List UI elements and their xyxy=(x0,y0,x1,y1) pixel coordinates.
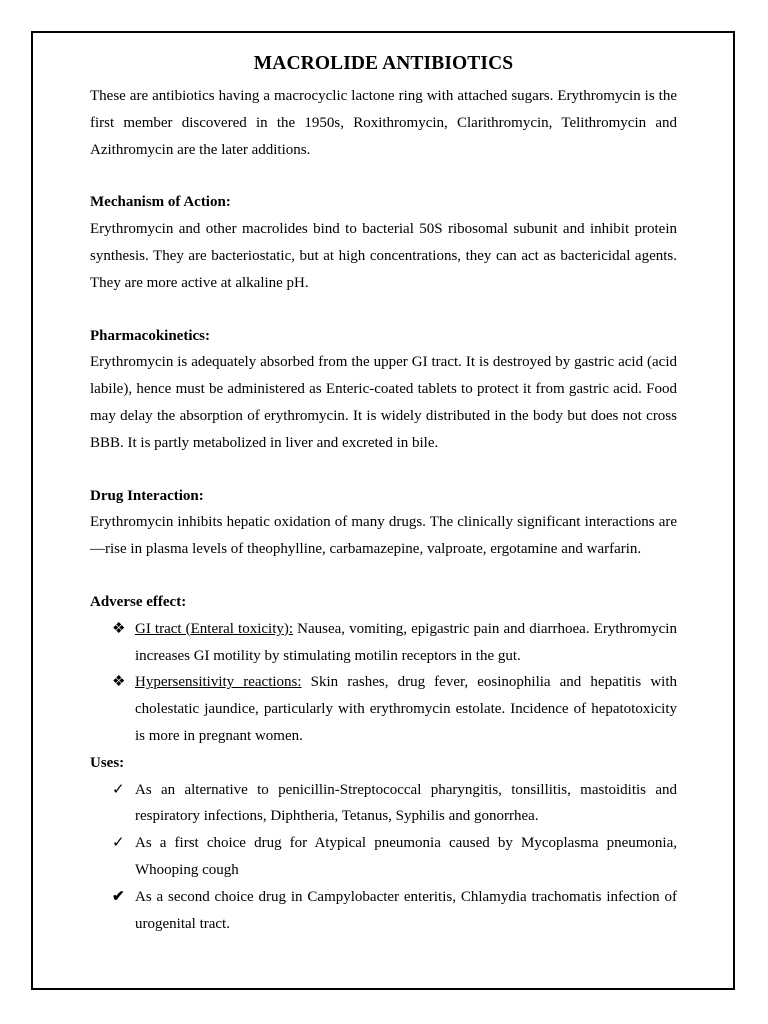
checkmark-icon: ✓ xyxy=(112,781,125,798)
spacer xyxy=(90,563,677,589)
document-title: MACROLIDE ANTIBIOTICS xyxy=(253,53,514,74)
adverse-item-label: Hypersensitivity reactions: xyxy=(135,674,302,691)
drug-interaction-heading: Drug Interaction: xyxy=(90,487,204,504)
adverse-item-text: Nausea, vomiting, epigastric pain and diarrhoea. Erythromycin increases GI motility by stimulating motilin receptors in the gut. xyxy=(135,620,677,664)
spacer xyxy=(90,297,677,323)
mechanism-heading: Mechanism of Action: xyxy=(90,194,231,211)
document-body xyxy=(90,52,677,937)
use-item-text: As a second choice drug in Campylobacter enteritis, Chlamydia trachomatis infection of urogenital tract. xyxy=(135,888,677,932)
intro-paragraph: These are antibiotics having a macrocyclic lactone ring with attached sugars. Erythromycin is the first member discovered in the 1950s, Roxithromycin, Clarithromycin, Telithromycin and Azithromycin are the later additions. xyxy=(90,88,677,158)
list-item xyxy=(90,884,677,938)
checkmark-icon: ✓ xyxy=(112,835,125,852)
diamond-bullet-icon: ❖ xyxy=(112,674,126,691)
spacer xyxy=(90,163,677,189)
drug-interaction-paragraph: Erythromycin inhibits hepatic oxidation of many drugs. The clinically significant interactions are —rise in plasma levels of theophylline, carbamazepine, valproate, ergotamine and warfarin. xyxy=(90,514,677,558)
use-item-text: As an alternative to penicillin-Streptococcal pharyngitis, tonsillitis, mastoiditis and respiratory infections, Diphtheria, Tetanus, Syphilis and gonorrhea. xyxy=(135,781,677,825)
adverse-effect-list xyxy=(90,616,677,750)
checkmark-icon: ✔ xyxy=(112,888,125,905)
pharmacokinetics-paragraph: Erythromycin is adequately absorbed from the upper GI tract. It is destroyed by gastric acid (acid labile), hence must be administered as Enteric-coated tablets to protect it from gastric acid. Food may delay the absorption of erythromycin. It is widely distributed in the body but does not cross BBB. It is partly metabolized in liver and excreted in bile. xyxy=(90,354,677,451)
uses-heading: Uses: xyxy=(90,754,125,771)
diamond-bullet-icon: ❖ xyxy=(112,620,126,637)
list-item xyxy=(90,616,677,670)
adverse-item-label: GI tract (Enteral toxicity): xyxy=(135,620,294,637)
pharmacokinetics-heading: Pharmacokinetics: xyxy=(90,327,210,344)
uses-list xyxy=(90,777,677,938)
use-item-text: As a first choice drug for Atypical pneumonia caused by Mycoplasma pneumonia, Whooping cough xyxy=(135,835,677,878)
list-item xyxy=(90,669,677,749)
adverse-item-text: Skin rashes, drug fever, eosinophilia and hepatitis with cholestatic jaundice, particularly with erythromycin estolate. Incidence of hepatotoxicity is more in pregnant women. xyxy=(135,674,677,744)
adverse-effect-heading: Adverse effect: xyxy=(90,593,187,610)
mechanism-paragraph: Erythromycin and other macrolides bind to bacterial 50S ribosomal subunit and inhibit protein synthesis. They are bacteriostatic, but at high concentrations, they can act as bactericidal agents. They are more active at alkaline pH. xyxy=(90,221,677,291)
list-item xyxy=(90,830,677,884)
list-item xyxy=(90,777,677,831)
spacer xyxy=(90,457,677,483)
